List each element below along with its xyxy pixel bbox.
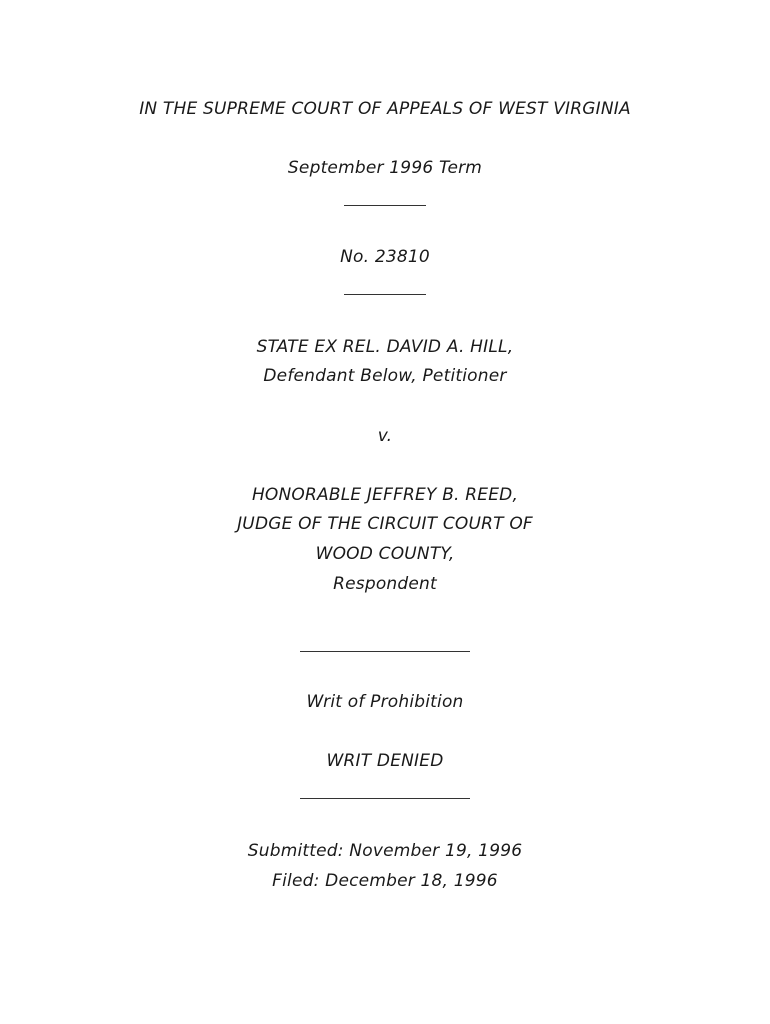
petitioner-name: STATE EX REL. DAVID A. HILL,: [256, 337, 514, 357]
case-number: No. 23810: [340, 247, 430, 267]
section-rule: [300, 651, 470, 652]
respondent-line-1: HONORABLE JEFFREY B. REED,: [251, 485, 519, 505]
respondent-line-2: JUDGE OF THE CIRCUIT COURT OF: [237, 514, 533, 534]
versus-label: v.: [377, 426, 393, 446]
petitioner-role: Defendant Below, Petitioner: [263, 366, 507, 386]
section-rule: [300, 798, 470, 799]
divider-rule: [344, 205, 426, 206]
term-line: September 1996 Term: [287, 158, 483, 178]
respondent-role: Respondent: [333, 574, 437, 594]
divider-rule: [344, 294, 426, 295]
respondent-line-3: WOOD COUNTY,: [315, 544, 455, 564]
proceeding-type: Writ of Prohibition: [306, 692, 464, 712]
disposition: WRIT DENIED: [326, 751, 444, 771]
court-heading: IN THE SUPREME COURT OF APPEALS OF WEST VIRGINIA: [139, 99, 631, 119]
filed-date: Filed: December 18, 1996: [272, 871, 498, 891]
submitted-date: Submitted: November 19, 1996: [247, 841, 523, 861]
